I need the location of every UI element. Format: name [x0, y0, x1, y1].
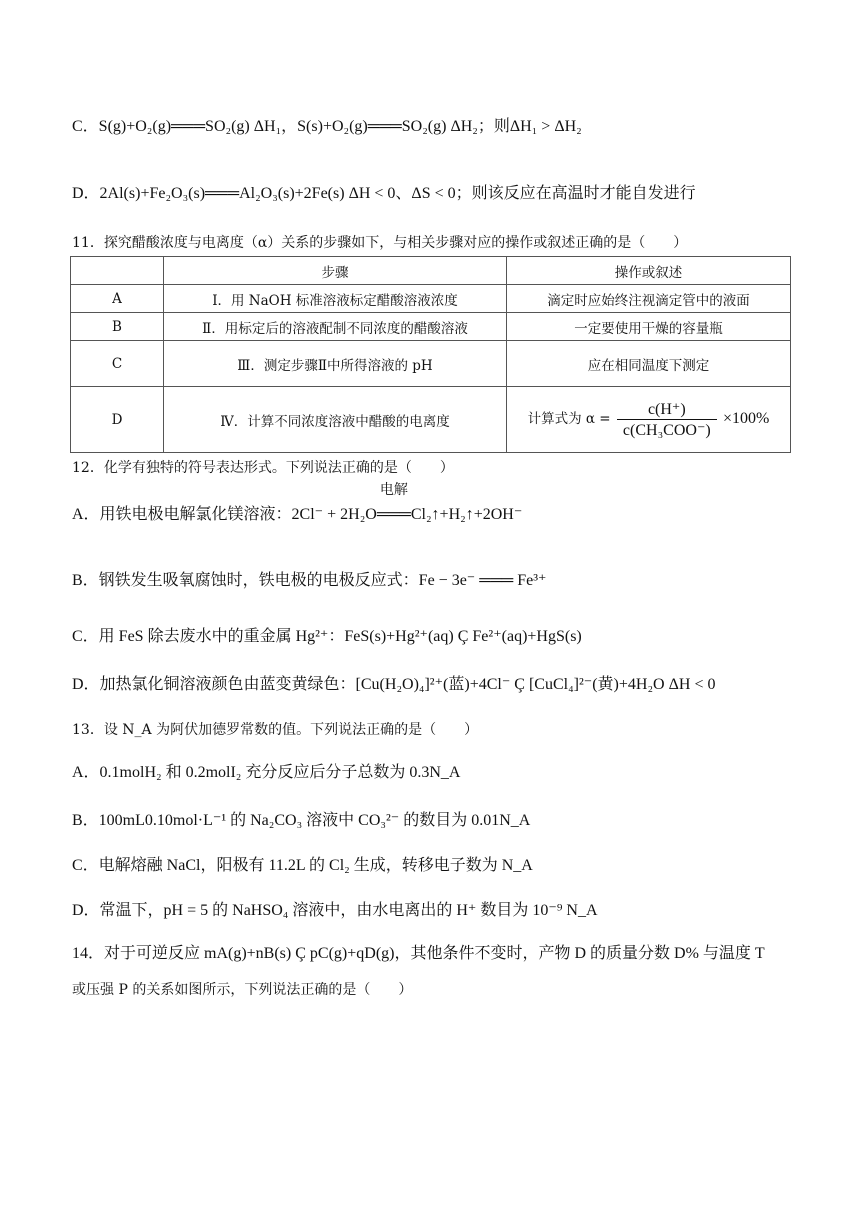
row-note: 一定要使用干燥的容量瓶	[507, 313, 791, 341]
question-13-stem: 13．设 N_A 为阿伏加德罗常数的值。下列说法正确的是（ ）	[72, 722, 479, 738]
question-11-table	[70, 256, 791, 453]
fraction-numerator: c(H⁺)	[617, 399, 717, 420]
electrolysis-condition: 电解	[379, 483, 408, 498]
row-step: Ⅱ．用标定后的溶液配制不同浓度的醋酸溶液	[164, 313, 507, 341]
table-header-blank	[71, 257, 164, 285]
table-header-note: 操作或叙述	[507, 257, 791, 285]
option-12-a-prefix: A．用铁电极电解氯化镁溶液：2Cl⁻ + 2H₂O	[72, 506, 377, 523]
row-note: 应在相同温度下测定	[507, 341, 791, 387]
option-13-c: C．电解熔融 NaCl，阳极有 11.2L 的 Cl₂ 生成，转移电子数为 N_A	[72, 857, 533, 874]
question-11-stem: 11．探究醋酸浓度与电离度（α）关系的步骤如下，与相关步骤对应的操作或叙述正确的是（ ）	[72, 235, 688, 251]
row-label: D	[71, 387, 164, 453]
table-row	[71, 313, 791, 341]
table-header-row	[71, 257, 791, 285]
row-step: Ⅳ．计算不同浓度溶液中醋酸的电离度	[164, 387, 507, 453]
question-12-stem: 12．化学有独特的符号表达形式。下列说法正确的是（ ）	[72, 460, 454, 476]
row-note-formula	[507, 387, 791, 453]
option-13-a: A．0.1molH₂ 和 0.2molI₂ 充分反应后分子总数为 0.3N_A	[72, 764, 461, 781]
row-label: A	[71, 285, 164, 313]
row-label: B	[71, 313, 164, 341]
formula-prefix: 计算式为 α =	[527, 411, 611, 427]
fraction-denominator: c(CH₃COO⁻)	[622, 422, 711, 439]
question-14-line-1: 14．对于可逆反应 mA(g)+nB(s) Ç pC(g)+qD(g)，其他条件不变时，产物 D 的质量分数 D% 与温度 T	[72, 945, 765, 962]
option-12-a	[72, 483, 523, 525]
row-label: C	[71, 341, 164, 387]
formula-suffix: ×100%	[723, 410, 770, 427]
row-step: Ⅰ．用 NaOH 标准溶液标定醋酸溶液浓度	[164, 285, 507, 313]
question-14-line-2: 或压强 P 的关系如图所示，下列说法正确的是（ ）	[72, 982, 413, 998]
option-12-b: B．钢铁发生吸氧腐蚀时，铁电极的电极反应式：Fe − 3e⁻ ═══ Fe³⁺	[72, 572, 547, 589]
table-header-step: 步骤	[164, 257, 507, 285]
option-10-d: D．2Al(s)+Fe₂O₃(s)═══Al₂O₃(s)+2Fe(s) ΔH < 0、ΔS < 0；则该反应在高温时才能自发进行	[72, 185, 696, 202]
row-note: 滴定时应始终注视滴定管中的液面	[507, 285, 791, 313]
alpha-fraction	[617, 399, 717, 440]
option-13-d: D．常温下，pH = 5 的 NaHSO₄ 溶液中，由水电离出的 H⁺ 数目为 10⁻⁹ N_A	[72, 902, 598, 919]
table-row	[71, 285, 791, 313]
row-step: Ⅲ．测定步骤Ⅱ中所得溶液的 pH	[164, 341, 507, 387]
option-12-a-suffix: Cl₂↑+H₂↑+2OH⁻	[410, 506, 523, 523]
table-row	[71, 341, 791, 387]
electrolysis-arrow	[376, 483, 411, 525]
option-13-b: B．100mL0.10mol·L⁻¹ 的 Na₂CO₃ 溶液中 CO₃²⁻ 的数目为 0.01N_A	[72, 812, 531, 829]
option-12-d: D．加热氯化铜溶液颜色由蓝变黄绿色：[Cu(H₂O)₄]²⁺(蓝)+4Cl⁻ Ç [CuCl₄]²⁻(黄)+4H₂O ΔH < 0	[72, 676, 716, 693]
table-row	[71, 387, 791, 453]
option-12-c: C．用 FeS 除去废水中的重金属 Hg²⁺：FeS(s)+Hg²⁺(aq) Ç Fe²⁺(aq)+HgS(s)	[72, 628, 582, 645]
equation-arrow: ═══	[376, 506, 411, 523]
option-10-c: C．S(g)+O₂(g)═══SO₂(g) ΔH₁，S(s)+O₂(g)═══SO₂(g) ΔH₂；则ΔH₁ > ΔH₂	[72, 118, 582, 135]
